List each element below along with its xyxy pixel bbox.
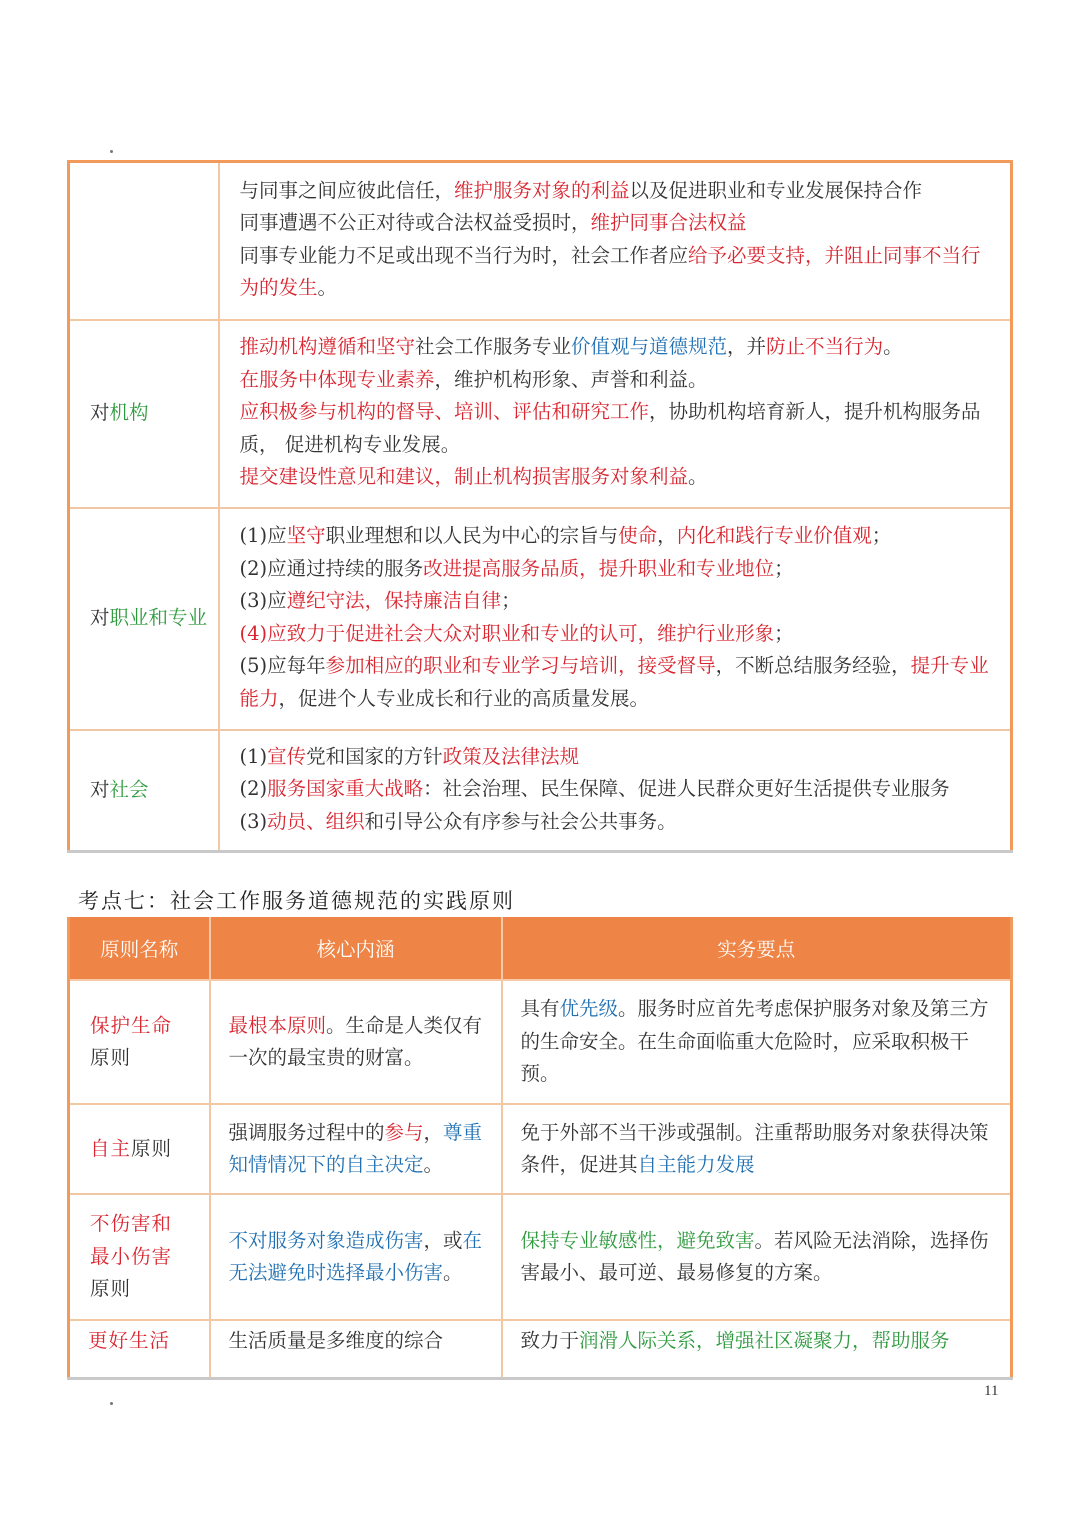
- text-segment: 和引导公众有序参与社会公共事务。: [364, 809, 677, 833]
- text-segment: 内化和践行专业价值观: [676, 524, 872, 547]
- text-segment: 最根本原则: [228, 1013, 327, 1037]
- content-line: [240, 553, 993, 586]
- text-segment: 。: [688, 465, 708, 489]
- text-segment: (1)应: [239, 524, 287, 547]
- text-segment: 推动机构遵循和坚守: [239, 335, 416, 359]
- text-segment: ，协助机构培育新人，提升机构服务品质， 促进机构专业发展。: [239, 400, 981, 456]
- text-segment: ，: [423, 1120, 444, 1144]
- text-segment: ，或: [423, 1228, 463, 1252]
- responsibility-row: [69, 320, 1012, 508]
- text-segment: ；: [774, 621, 794, 645]
- content-line: [240, 396, 993, 461]
- row-society-content: [219, 730, 1012, 852]
- principle-row: [69, 980, 1012, 1104]
- content-line: [240, 650, 993, 715]
- text-segment: 社会: [109, 778, 149, 801]
- text-segment: 坚守: [286, 524, 326, 547]
- text-segment: ，维护机构形象、声誉和利益。: [434, 367, 708, 391]
- scan-dot-top: [110, 150, 113, 153]
- row-profession-content: [219, 508, 1012, 730]
- text-segment: ；: [774, 556, 794, 580]
- text-segment: 原则: [90, 1046, 132, 1069]
- content-line: [240, 364, 993, 397]
- text-segment: 动员、组织: [267, 809, 365, 833]
- header-principle-name: 原则名称: [69, 917, 210, 980]
- core-meaning-cell: [210, 1194, 502, 1320]
- practice-points-cell: [502, 980, 1012, 1104]
- text-segment: (1): [239, 744, 268, 768]
- text-segment: 价值观与道德规范: [571, 335, 728, 359]
- text-segment: 参加相应的职业和专业学习与培训，接受督导: [325, 654, 716, 677]
- text-segment: 原则: [90, 1277, 132, 1301]
- text-segment: ，并: [727, 335, 767, 359]
- header-row: [69, 917, 1012, 980]
- principle-row: [69, 1194, 1012, 1320]
- text-segment: 尊重知情情况下的自主决定: [228, 1120, 483, 1176]
- text-segment: 。: [443, 1261, 463, 1284]
- text-segment: 自主能力发展: [637, 1153, 755, 1176]
- text-segment: 润滑人际关系，增强社区凝聚力，帮助服务: [579, 1329, 950, 1352]
- row-institution-content: [219, 320, 1012, 508]
- responsibility-row: [69, 508, 1012, 730]
- text-segment: ；: [871, 524, 892, 547]
- text-segment: 维护同事合法权益: [590, 211, 747, 235]
- text-segment: 同事遭遇不公正对待或合法权益受损时，: [239, 211, 591, 235]
- text-segment: 强调服务过程中的: [228, 1120, 385, 1144]
- principle-name-cell: [69, 980, 210, 1104]
- text-segment: 与同事之间应彼此信任，: [239, 178, 455, 202]
- content-line: [240, 461, 993, 494]
- text-segment: 防止不当行为: [766, 335, 884, 359]
- core-meaning-cell: [210, 1320, 502, 1378]
- text-segment: 参与: [384, 1120, 424, 1144]
- ethics-responsibility-table: [67, 160, 1013, 853]
- name-suffix: [131, 1137, 172, 1160]
- section-title: 考点七：社会工作服务道德规范的实践原则: [78, 889, 515, 913]
- text-segment: (4)应致力于: [239, 621, 346, 645]
- text-segment: 给予必要支持，并阻止同事不当行为的发生: [239, 243, 981, 300]
- text-segment: (2)应通过持续的服务: [239, 556, 424, 580]
- text-segment: 优先级: [559, 997, 619, 1021]
- name-main: [90, 1212, 172, 1268]
- text-segment: 原则: [131, 1136, 173, 1160]
- text-segment: 。: [317, 276, 338, 300]
- text-segment: 政策及法律法规: [442, 744, 580, 768]
- text-segment: 职业和专业: [109, 606, 208, 630]
- text-segment: 致力于: [520, 1329, 580, 1352]
- text-segment: 更好生活: [88, 1329, 171, 1352]
- text-segment: 改进提高服务品质，提升职业和专业地位: [423, 556, 775, 580]
- text-segment: 生活质量是多维度的综合: [228, 1329, 444, 1352]
- core-meaning-cell: [210, 1104, 502, 1194]
- row-colleagues-content: [219, 162, 1012, 320]
- principle-name-cell: [69, 1104, 210, 1194]
- text-segment: 具有: [520, 997, 560, 1021]
- text-segment: ：社会治理、民生保障、促进人民群众更好生活提供专业服务: [423, 777, 950, 800]
- content-line: [240, 585, 993, 618]
- text-segment: 在无法避免时选择最小伤害: [228, 1228, 483, 1284]
- principle-name-cell: [69, 1194, 210, 1320]
- text-segment: 对: [90, 606, 110, 630]
- text-segment: 。服务时应首先考虑保护服务对象及第三方的生命安全。在生命面临重大危险时，应采取积极干预。: [520, 997, 989, 1086]
- content-line: [240, 175, 993, 208]
- row-profession-label: [69, 508, 219, 730]
- text-segment: 。生命是人类仅有一次的最宝贵的财富。: [228, 1013, 483, 1069]
- text-segment: 。: [423, 1153, 444, 1176]
- content-line: [240, 207, 993, 240]
- text-segment: 免于外部不当干涉或强制。注重帮助服务对象获得决策条件，促进其: [520, 1120, 989, 1176]
- text-segment: (5)应每年: [239, 654, 326, 677]
- content-line: [240, 240, 993, 305]
- text-segment: 不对服务对象造成伤害: [228, 1228, 424, 1252]
- content-line: [240, 741, 993, 774]
- text-segment: 应积极参与机构的督导、培训、评估和研究工作: [239, 400, 650, 424]
- text-segment: 对: [90, 401, 110, 425]
- text-segment: 服务国家重大战略: [267, 777, 424, 800]
- text-segment: 提升专业能力: [239, 654, 989, 710]
- principle-name-cell: [69, 1320, 210, 1378]
- text-segment: 提交建设性意见和建议，制止机构损害服务对象利益: [239, 465, 689, 489]
- name-main: [90, 1014, 172, 1037]
- text-segment: 社会工作服务专业: [415, 335, 572, 359]
- text-segment: 维护服务对象的利益: [454, 178, 630, 202]
- core-meaning-cell: [210, 980, 502, 1104]
- responsibility-row: [69, 162, 1012, 320]
- responsibility-row: [69, 730, 1012, 852]
- content-line: [240, 618, 993, 651]
- text-segment: 。若风险无法消除，选择伤害最小、最可逆、最易修复的方案。: [520, 1228, 989, 1284]
- text-segment: 宣传: [267, 744, 307, 768]
- page-number: 11: [984, 1383, 999, 1399]
- practice-points-cell: [502, 1320, 1012, 1378]
- text-segment: ，: [657, 524, 677, 547]
- practice-principles-table: [67, 917, 1013, 1380]
- text-segment: 促进社会大众对职业和专业的认可，维护行业形象: [345, 621, 775, 645]
- row-colleagues-label: [69, 162, 219, 320]
- text-segment: ，不断总结服务经验，: [715, 654, 911, 677]
- practice-points-cell: [502, 1194, 1012, 1320]
- row-society-label: [69, 730, 219, 852]
- text-segment: 以及促进职业和专业发展保持合作: [629, 178, 923, 202]
- text-segment: 保持专业敏感性，避免致害: [520, 1228, 755, 1252]
- text-segment: 职业理想和以人民为中心的宗旨与: [325, 524, 619, 547]
- text-segment: (3)应: [239, 589, 287, 612]
- content-line: [240, 331, 993, 364]
- content-line: [240, 806, 993, 839]
- text-segment: 不伤害和最小伤害: [90, 1212, 173, 1268]
- text-segment: 保护生命: [90, 1013, 173, 1037]
- text-segment: (3): [239, 809, 268, 833]
- name-main: [90, 1137, 131, 1160]
- text-segment: 遵纪守法，保持廉洁自律: [286, 589, 502, 612]
- header-core-meaning: 核心内涵: [210, 917, 502, 980]
- text-segment: 在服务中体现专业素养: [239, 367, 435, 391]
- principle-row: [69, 1104, 1012, 1194]
- text-segment: 党和国家的方针: [306, 744, 443, 768]
- text-segment: 。: [883, 335, 903, 359]
- practice-points-cell: [502, 1104, 1012, 1194]
- text-segment: 自主: [90, 1136, 132, 1160]
- text-segment: 使命: [618, 524, 658, 547]
- text-segment: 对: [90, 778, 110, 801]
- principle-row: [69, 1320, 1012, 1378]
- scan-dot-bottom: [110, 1402, 113, 1405]
- content-line: [240, 773, 993, 806]
- content-line: [240, 520, 993, 553]
- header-practice-points: 实务要点: [502, 917, 1012, 980]
- row-institution-label: [69, 320, 219, 508]
- text-segment: ；: [501, 589, 521, 612]
- text-segment: ，促进个人专业成长和行业的高质量发展。: [278, 686, 650, 710]
- text-segment: (2): [239, 777, 268, 800]
- text-segment: 同事专业能力不足或出现不当行为时，社会工作者应: [239, 243, 689, 267]
- text-segment: 机构: [109, 401, 149, 425]
